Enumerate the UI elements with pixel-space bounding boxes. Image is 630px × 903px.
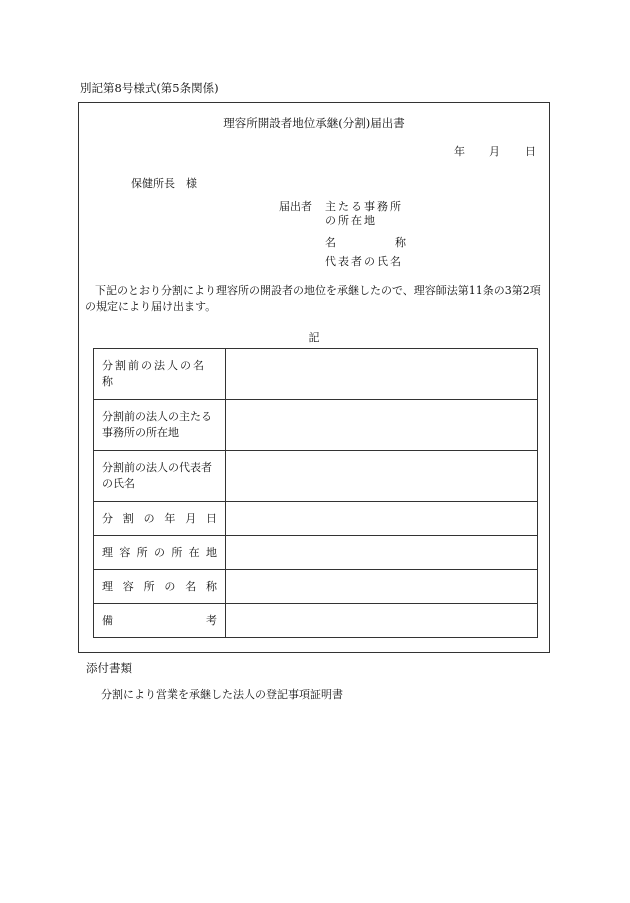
addressee: 保健所長 様	[131, 177, 197, 190]
row-label-cell	[94, 451, 226, 502]
row-label-cell	[94, 400, 226, 451]
label-char: 月	[185, 511, 197, 525]
table-row	[94, 604, 538, 638]
notifier-address-label-line1: 主たる事務所	[325, 200, 403, 213]
table-row	[94, 349, 538, 400]
label-char: 理	[102, 545, 113, 559]
date-month-label: 月	[489, 145, 500, 158]
row-label: 分割前の法人の主たる事務所の所在地	[102, 410, 212, 439]
form-number-label: 別記第8号様式(第5条関係)	[80, 81, 219, 95]
notice-text: 下記のとおり分割により理容所の開設者の地位を承継したので、理容師法第11条の3第2項の規定により届け出ます。	[85, 284, 541, 313]
label-char: 所	[171, 545, 183, 559]
table-row	[94, 502, 538, 536]
ki-heading: 記	[308, 331, 320, 344]
row-label	[102, 545, 217, 561]
notifier-label: 届出者	[279, 200, 312, 213]
row-label	[102, 613, 217, 629]
row-label-cell	[94, 502, 226, 536]
notifier-name-label-second: 称	[395, 236, 406, 249]
label-char: 容	[119, 545, 131, 559]
label-char: 所	[143, 579, 155, 593]
row-label: 分割前の法人の名称	[102, 359, 206, 388]
row-value-cell[interactable]	[226, 570, 538, 604]
row-value-cell[interactable]	[226, 604, 538, 638]
notifier-name-label-first: 名	[325, 236, 336, 249]
table-row	[94, 570, 538, 604]
row-label: 分割前の法人の代表者の氏名	[102, 461, 212, 490]
table-row	[94, 400, 538, 451]
label-char: の	[153, 545, 165, 559]
row-value-cell[interactable]	[226, 536, 538, 570]
row-value-cell[interactable]	[226, 349, 538, 400]
label-char: 分	[102, 511, 113, 525]
row-label	[102, 579, 217, 595]
label-char: の	[143, 511, 155, 525]
label-char: の	[164, 579, 176, 593]
attachment-item: 分割により営業を承継した法人の登記事項証明書	[101, 688, 343, 701]
notifier-address-label-line2: の所在地	[325, 214, 377, 227]
label-char: 理	[102, 579, 113, 593]
row-value-cell[interactable]	[226, 451, 538, 502]
form-title: 理容所開設者地位承継(分割)届出書	[223, 116, 405, 130]
label-char: 在	[188, 545, 200, 559]
row-value-cell[interactable]	[226, 502, 538, 536]
label-char: 所	[136, 545, 148, 559]
label-char: 備	[102, 613, 113, 627]
form-frame	[78, 102, 550, 653]
row-label-cell	[94, 570, 226, 604]
row-label-cell	[94, 349, 226, 400]
label-char: 地	[205, 545, 217, 559]
label-char: 考	[206, 613, 217, 627]
date-day-label: 日	[525, 145, 536, 158]
table-row	[94, 536, 538, 570]
date-year-label: 年	[454, 145, 465, 158]
detail-table	[93, 348, 538, 638]
label-char: 日	[205, 511, 217, 525]
row-label-cell	[94, 536, 226, 570]
label-char: 年	[164, 511, 176, 525]
row-value-cell[interactable]	[226, 400, 538, 451]
label-char: 名	[185, 579, 197, 593]
label-char: 称	[205, 579, 217, 593]
label-char: 割	[122, 511, 134, 525]
row-label-cell	[94, 604, 226, 638]
row-label	[102, 511, 217, 527]
notifier-representative-label: 代表者の氏名	[325, 255, 403, 268]
attachments-title: 添付書類	[86, 661, 132, 675]
table-row	[94, 451, 538, 502]
label-char: 容	[122, 579, 134, 593]
